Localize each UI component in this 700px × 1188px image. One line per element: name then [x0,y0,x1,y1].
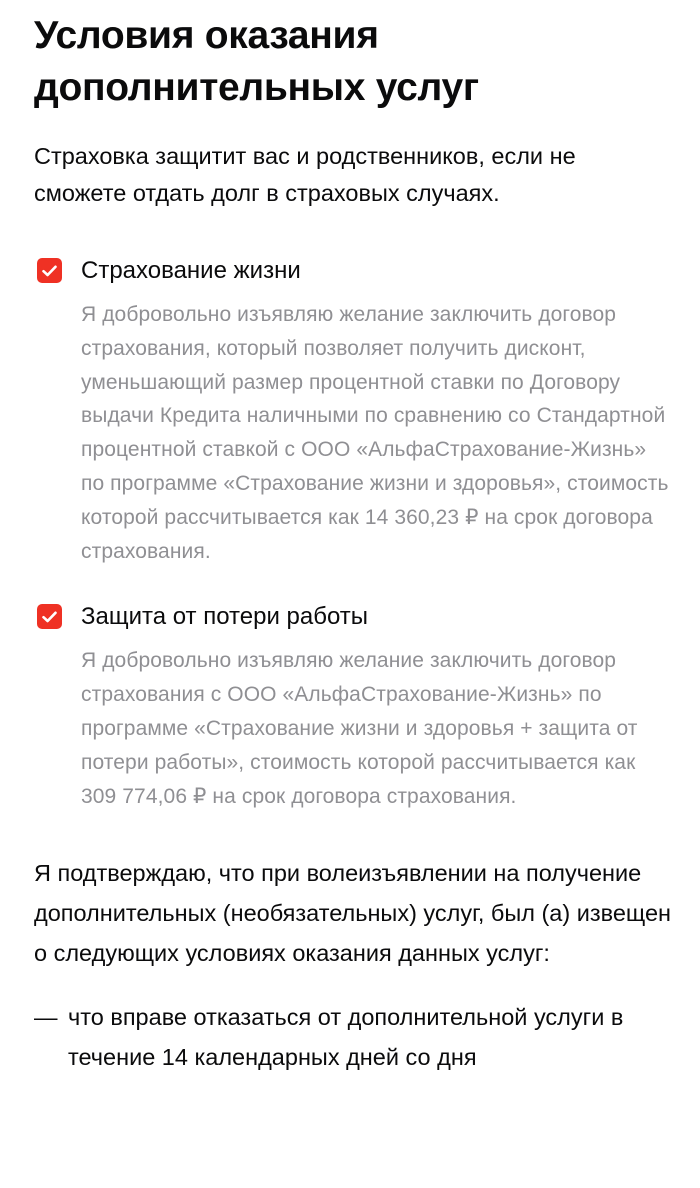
option-label[interactable]: Страхование жизни [81,257,301,284]
list-item [34,997,674,1077]
intro-text: Страховка защитит вас и родственников, если не сможете отдать долг в страховых случаях. [34,143,576,206]
option-job-loss-protection[interactable] [34,602,674,813]
checkmark-icon [42,611,57,623]
life-insurance-checkbox[interactable] [37,258,62,283]
job-loss-checkbox[interactable] [37,604,62,629]
list-item-text: что вправе отказаться от дополнительной услуги в течение 14 календарных дней со дня [68,1004,624,1071]
confirmation-text: Я подтверждаю, что при волеизъявлении на получение дополнительных (необязательных) услуг, был (а) извещен о следующих условиях оказания данных услуг: [34,860,672,967]
checkmark-icon [42,265,57,277]
option-label[interactable]: Защита от потери работы [81,603,369,631]
dash-marker: — [34,1004,58,1031]
insurance-terms-page [34,0,674,1077]
page-title-line-1: Условия оказания [34,14,379,57]
option-life-insurance[interactable] [34,256,674,568]
page-title [34,10,674,114]
option-description: Я добровольно изъявляю желание заключить договор страхования с ООО «АльфаСтрахование-Жизнь» по программе «Страхование жизни и здоровья + защита от потери работы», стоимость которой рассчитывается как 309 774,06 ₽ на срок договора страхования. [81,649,638,808]
option-description: Я добровольно изъявляю желание заключить договор страхования, который позволяет получить дисконт, уменьшающий размер процентной ставки по Договору выдачи Кредита наличными по сравнению со Стандартной процентной ставкой с ООО «АльфаСтрахование-Жизнь» по программе «Страхование жизни и здоровья», стоимость которой рассчитывается как 14 360,23 ₽ на срок договора страхования. [81,303,669,563]
page-title-line-2: дополнительных услуг [34,66,479,109]
